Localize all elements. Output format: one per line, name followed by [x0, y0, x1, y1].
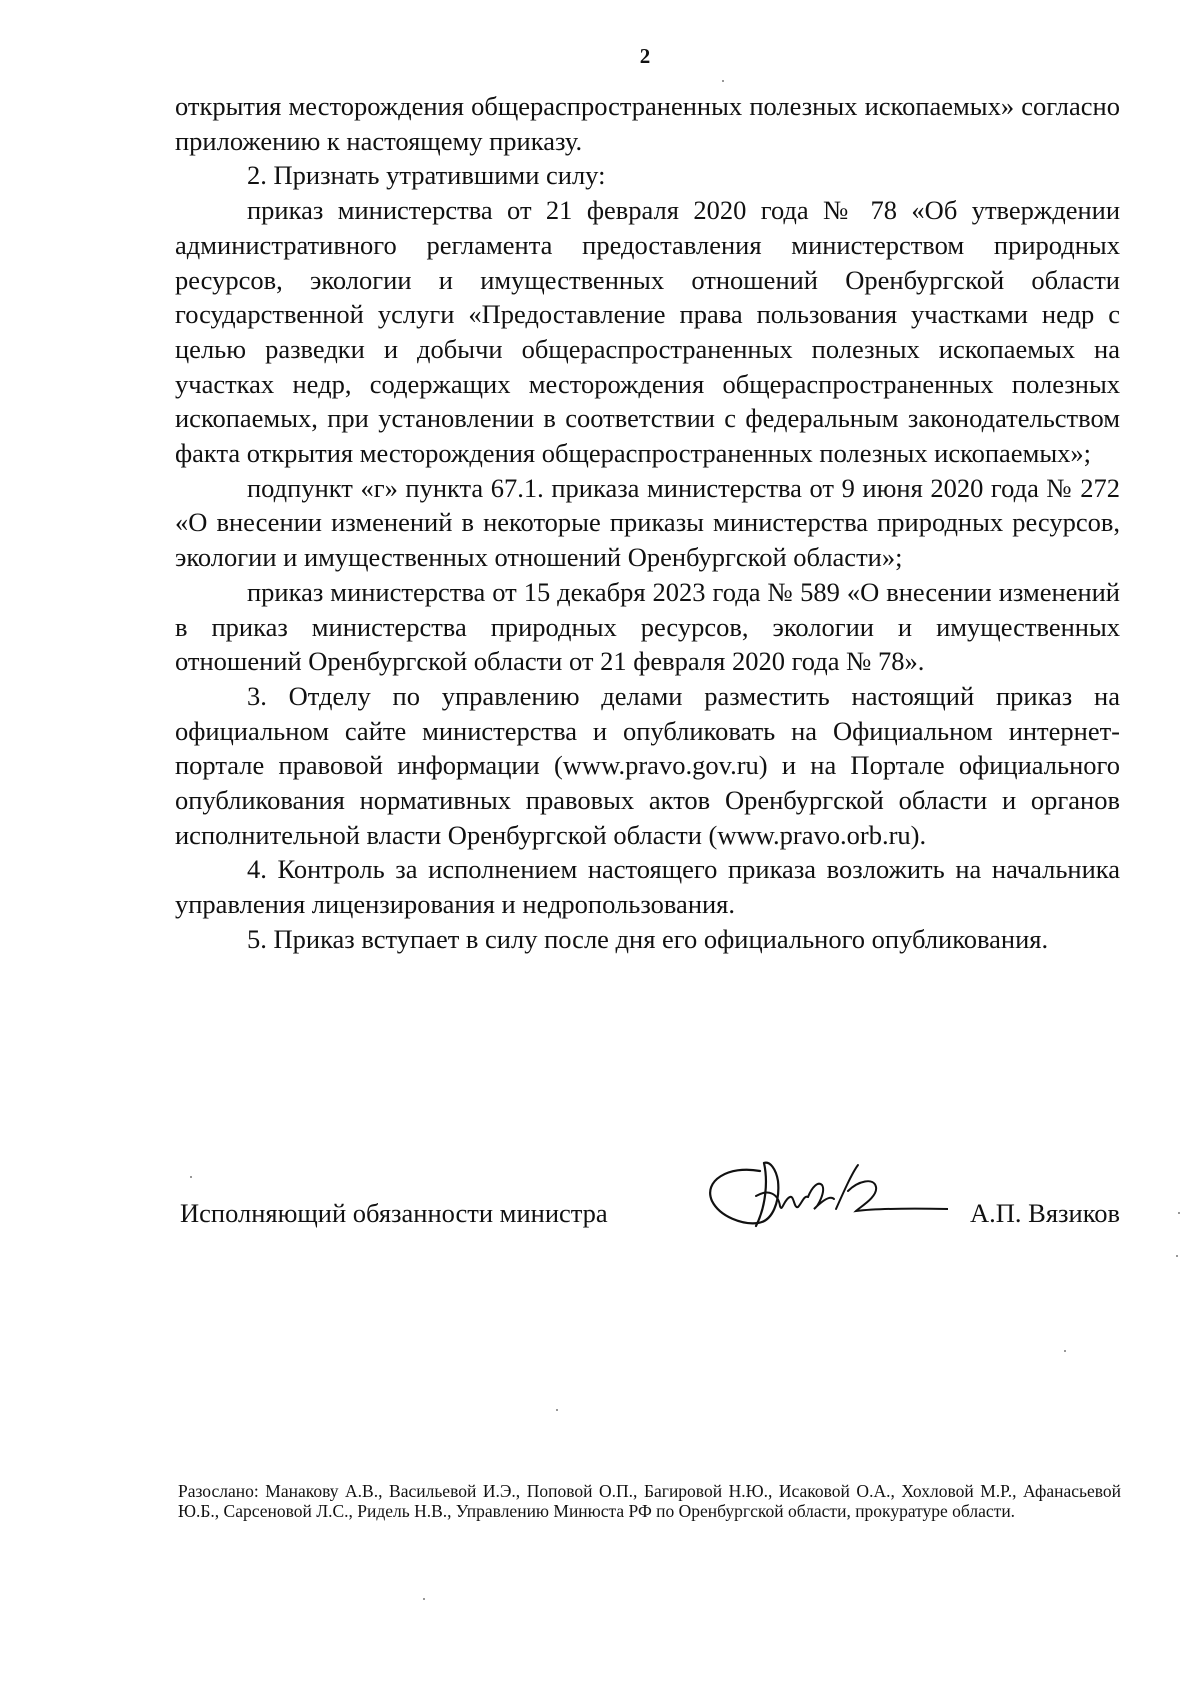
signer-title: Исполняющий обязанности министра: [180, 1198, 608, 1228]
signer-name: А.П. Вязиков: [970, 1198, 1120, 1228]
paragraph-repealed-subparagraph: подпункт «г» пункта 67.1. приказа министерства от 9 июня 2020 года № 272 «О внесении изменений в некоторые приказы министерства природных ресурсов, экологии и имущественных отношений Оренбургской области»;: [175, 472, 1120, 573]
scan-speck: [190, 1176, 192, 1178]
paragraph-continuation: открытия месторождения общераспространенных полезных ископаемых» согласно приложению к настоящему приказу.: [175, 91, 1120, 156]
paragraph-repealed-order-589: приказ министерства от 15 декабря 2023 года № 589 «О внесении изменений в приказ министерства природных ресурсов, экологии и имущественных отношений Оренбургской области от 21 февраля 2020 года № 78».: [175, 576, 1120, 677]
document-body: [175, 89, 1120, 957]
scan-speck: [423, 1598, 425, 1600]
paragraph-item-4: 4. Контроль за исполнением настоящего приказа возложить на начальника управления лицензирования и недропользования.: [175, 854, 1120, 920]
distribution-list: Разослано: Манакову А.В., Васильевой И.Э., Поповой О.П., Багировой Н.Ю., Исаковой О.А., Хохловой М.Р., Афанасьевой Ю.Б., Сарсеновой Л.С., Ридель Н.В., Управлению Минюста РФ по Оренбургской области, прокуратуре области.: [178, 1481, 1121, 1521]
scan-speck: [1176, 1255, 1178, 1257]
page-number: 2: [639, 44, 651, 68]
scan-speck: [1178, 1212, 1180, 1214]
scan-speck: [722, 80, 724, 82]
paragraph-item-5: 5. Приказ вступает в силу после дня его официального опубликования.: [247, 923, 1049, 954]
signature-block: [180, 1186, 1120, 1246]
scan-speck: [556, 1409, 558, 1411]
paragraph-item-2: 2. Признать утратившими силу:: [247, 160, 606, 191]
handwritten-signature: [698, 1151, 948, 1241]
paragraph-repealed-order-78: приказ министерства от 21 февраля 2020 года № 78 «Об утверждении административного регламента предоставления министерством природных ресурсов, экологии и имущественных отношений Оренбургской области государственной услуги «Предоставление права пользования участками недр с целью разведки и добычи общераспространенных полезных ископаемых на участках недр, содержащих месторождения общераспространенных полезных ископаемых, при установлении в соответствии с федеральным законодательством факта открытия месторождения общераспространенных полезных ископаемых»;: [175, 195, 1120, 469]
scan-speck: [1064, 1350, 1066, 1352]
paragraph-item-3: 3. Отделу по управлению делами разместить настоящий приказ на официальном сайте министерства и опубликовать на Официальном интернет-портале правовой информации (www.pravo.gov.ru) и на Портале официального опубликования нормативных правовых актов Оренбургской области и органов исполнительной власти Оренбургской области (www.pravo.orb.ru).: [175, 680, 1120, 850]
